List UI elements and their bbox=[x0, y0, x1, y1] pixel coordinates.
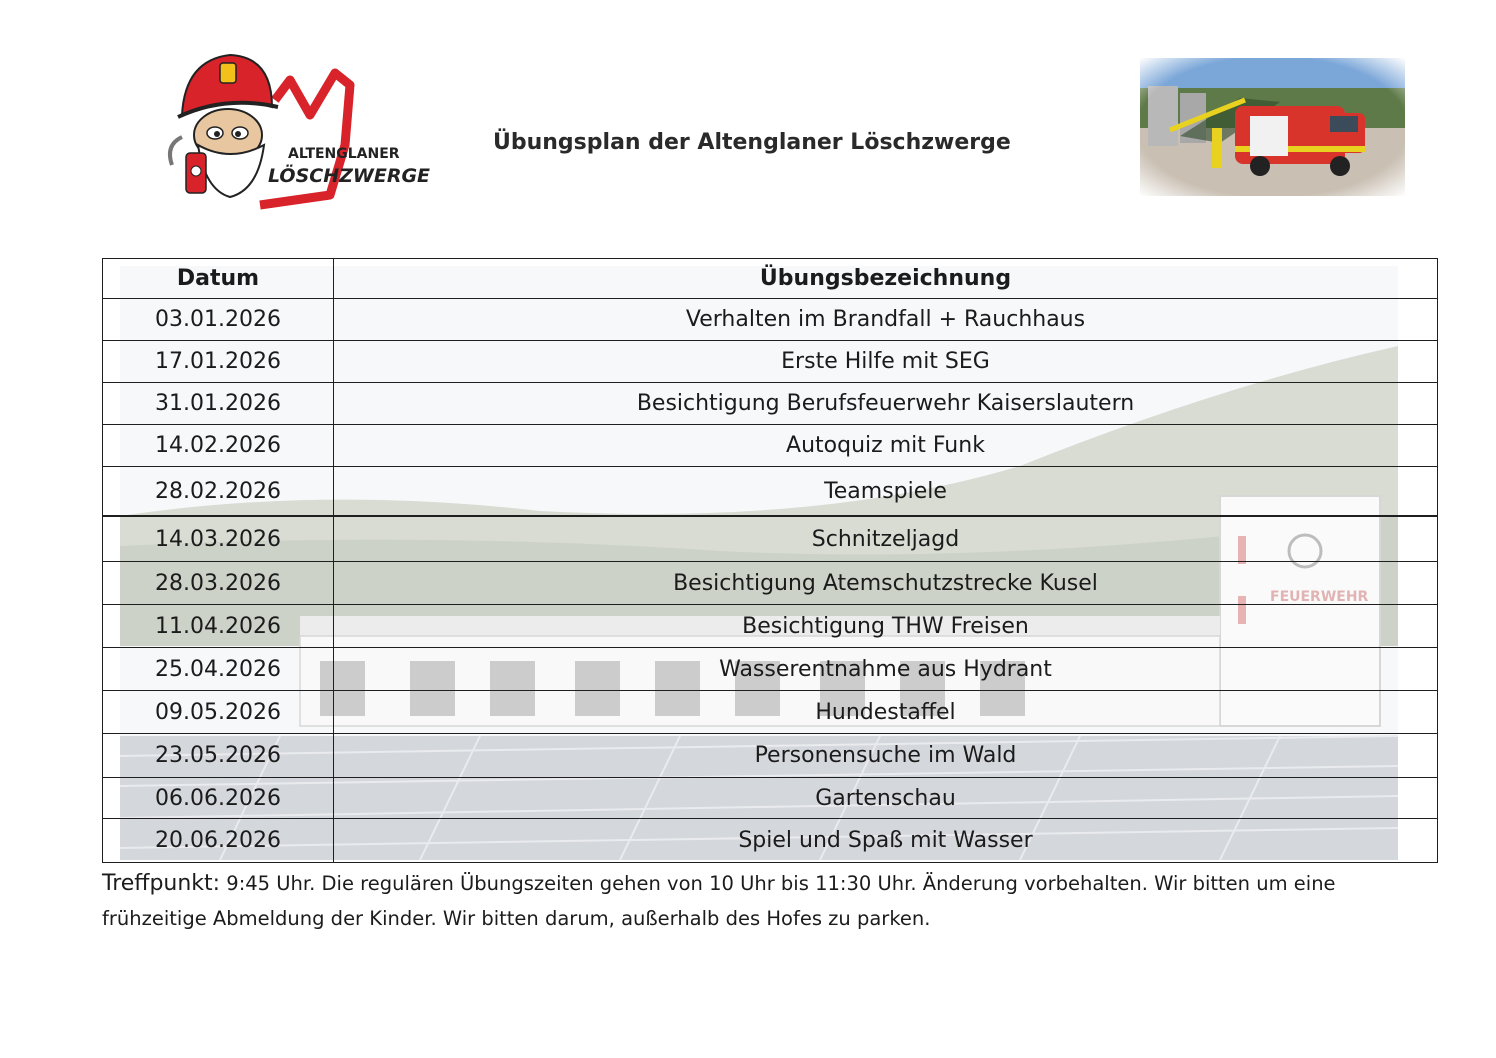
note-text: 9:45 Uhr. Die regulären Übungszeiten gehen von 10 Uhr bis 11:30 Uhr. Änderung vorbehalten. Wir bitten um eine frühzeitige Abmeldung der Kinder. Wir bitten darum, außerhalb des Hofes zu parken. bbox=[102, 872, 1336, 930]
row-date: 31.01.2026 bbox=[103, 383, 334, 425]
row-exercise: Personensuche im Wald bbox=[334, 734, 1438, 778]
table-row bbox=[103, 605, 1438, 648]
row-date: 17.01.2026 bbox=[103, 341, 334, 383]
row-date: 06.06.2026 bbox=[103, 778, 334, 819]
row-exercise: Besichtigung Atemschutzstrecke Kusel bbox=[334, 562, 1438, 605]
row-exercise: Teamspiele bbox=[334, 467, 1438, 517]
row-exercise: Besichtigung Berufsfeuerwehr Kaiserslautern bbox=[334, 383, 1438, 425]
fire-truck-photo-icon bbox=[1140, 58, 1405, 196]
row-date: 20.06.2026 bbox=[103, 819, 334, 863]
row-exercise: Verhalten im Brandfall + Rauchhaus bbox=[334, 299, 1438, 341]
brand-logo bbox=[160, 45, 430, 210]
page-title: Übungsplan der Altenglaner Löschzwerge bbox=[493, 130, 1011, 155]
note-lead: Treffpunkt: bbox=[102, 871, 221, 896]
row-date: 28.03.2026 bbox=[103, 562, 334, 605]
vehicle-photo bbox=[1140, 58, 1405, 196]
table-row bbox=[103, 778, 1438, 819]
row-exercise: Schnitzeljagd bbox=[334, 516, 1438, 562]
table-row bbox=[103, 516, 1438, 562]
row-date: 14.02.2026 bbox=[103, 425, 334, 467]
table-row bbox=[103, 562, 1438, 605]
row-exercise: Hundestaffel bbox=[334, 691, 1438, 734]
row-date: 25.04.2026 bbox=[103, 648, 334, 691]
logo-line-1: ALTENGLANER bbox=[288, 146, 400, 162]
row-exercise: Spiel und Spaß mit Wasser bbox=[334, 819, 1438, 863]
table-row bbox=[103, 341, 1438, 383]
table-row bbox=[103, 425, 1438, 467]
row-date: 03.01.2026 bbox=[103, 299, 334, 341]
feuerwehr-sign: FEUERWEHR bbox=[1270, 589, 1369, 605]
logo-line-2: LÖSCHZWERGE bbox=[268, 165, 430, 187]
schedule-table bbox=[102, 258, 1438, 863]
column-header-exercise: Übungsbezeichnung bbox=[334, 259, 1438, 299]
row-date: 23.05.2026 bbox=[103, 734, 334, 778]
table-row bbox=[103, 734, 1438, 778]
table-row bbox=[103, 648, 1438, 691]
row-exercise: Besichtigung THW Freisen bbox=[334, 605, 1438, 648]
table-row bbox=[103, 691, 1438, 734]
table-row bbox=[103, 383, 1438, 425]
column-header-date: Datum bbox=[103, 259, 334, 299]
row-exercise: Erste Hilfe mit SEG bbox=[334, 341, 1438, 383]
row-exercise: Autoquiz mit Funk bbox=[334, 425, 1438, 467]
row-date: 09.05.2026 bbox=[103, 691, 334, 734]
row-exercise: Gartenschau bbox=[334, 778, 1438, 819]
firefighter-dwarf-logo-icon bbox=[160, 45, 430, 210]
meeting-point-note bbox=[102, 866, 1362, 936]
table-row bbox=[103, 299, 1438, 341]
table-row bbox=[103, 467, 1438, 517]
schedule-table-container bbox=[102, 258, 1438, 862]
row-date: 11.04.2026 bbox=[103, 605, 334, 648]
row-date: 28.02.2026 bbox=[103, 467, 334, 517]
row-exercise: Wasserentnahme aus Hydrant bbox=[334, 648, 1438, 691]
table-row bbox=[103, 819, 1438, 863]
table-header-row bbox=[103, 259, 1438, 299]
row-date: 14.03.2026 bbox=[103, 516, 334, 562]
